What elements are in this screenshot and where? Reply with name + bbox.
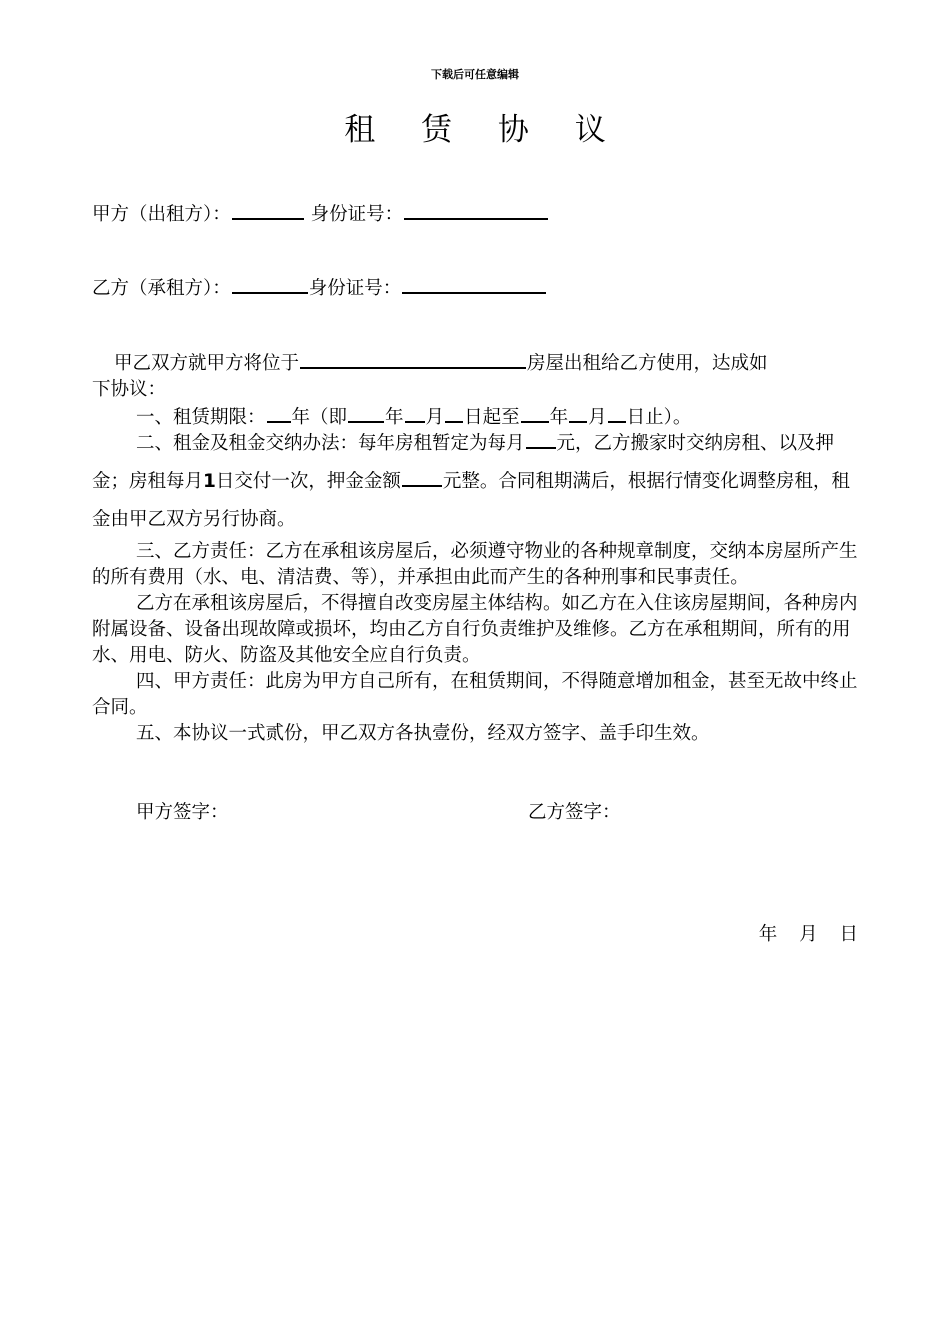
party-a-name-blank[interactable] [232, 200, 304, 220]
start-year-blank[interactable] [348, 403, 384, 423]
clause1-text: 年 [385, 407, 404, 428]
party-b-id-label: 身份证号： [308, 278, 402, 299]
party-a-id-label: 身份证号： [310, 204, 404, 225]
intro-paragraph [92, 349, 860, 403]
party-a-id-blank[interactable] [404, 200, 548, 220]
clause2-text: 根据行情变化调整房租，租金由甲乙双方另行协商。 [92, 471, 850, 530]
clause-2 [92, 425, 860, 539]
party-b-id-blank[interactable] [402, 274, 546, 294]
start-day-blank[interactable] [445, 403, 463, 423]
contract-body [92, 349, 860, 747]
start-month-blank[interactable] [405, 403, 425, 423]
page-title: 租 赁 协 议 [344, 112, 624, 148]
clause-3b: 乙方在承租该房屋后，不得擅自改变房屋主体结构。如乙方在入住该房屋期间，各种房内附属设备、设备出现故障或损坏，均由乙方自行负责维护及维修。乙方在承租期间，所有的用水、用电、防火、防盗及其他安全应自行负责。 [92, 593, 858, 666]
monthly-rent-blank[interactable] [526, 429, 556, 449]
clause-4: 四、甲方责任：此房为甲方自己所有，在租赁期间，不得随意增加租金，甚至无故中终止合同。 [92, 671, 858, 718]
clause1-text: 月 [588, 407, 607, 428]
end-year-blank[interactable] [521, 403, 549, 423]
property-location-blank[interactable] [300, 349, 526, 369]
clause1-text: 年（即 [291, 407, 348, 428]
party-a-line [92, 200, 549, 228]
clause2-text: 元，乙方搬家时交纳房 [556, 433, 742, 454]
intro-text-b: 房屋出租给乙方使用，达成如 [527, 353, 768, 374]
party-a-signature-label: 甲方签字： [136, 802, 229, 823]
clause1-text: 年 [549, 407, 569, 428]
clause2-text: 租、以及押金；房租每月 [92, 433, 835, 492]
clause1-text: 日止）。 [626, 407, 692, 428]
intro-text-a: 甲乙双方就甲方将位于 [114, 353, 300, 374]
deposit-blank[interactable] [402, 467, 442, 487]
clause2-text: 元整。合同租期满后， [442, 471, 628, 492]
clause1-text: 日起至 [464, 407, 520, 428]
party-b-line [92, 274, 547, 302]
party-b-label: 乙方（承租方）： [92, 278, 231, 299]
clause1-text: 月 [425, 407, 445, 428]
sign-date: 年 月 日 [758, 924, 858, 945]
clause2-text: 二、租金及租金交纳办法：每年房租暂定为每月 [136, 433, 525, 454]
clause2-text: 日交付一次，押金金额 [215, 471, 401, 492]
end-day-blank[interactable] [608, 403, 626, 423]
clause-5: 五、本协议一式贰份，甲乙双方各执壹份，经双方签字、盖手印生效。 [136, 723, 710, 744]
party-b-name-blank[interactable] [232, 274, 308, 294]
clause1-text: 一、租赁期限： [136, 407, 266, 428]
intro-text-c: 下协议： [92, 379, 167, 400]
clause-3: 三、乙方责任：乙方在承租该房屋后，必须遵守物业的各种规章制度，交纳本房屋所产生的所有费用（水、电、清洁费、等），并承担由此而产生的各种刑事和民事责任。 [92, 541, 858, 588]
party-a-label: 甲方（出租方）： [92, 204, 231, 225]
party-b-signature-label: 乙方签字： [528, 802, 621, 823]
end-month-blank[interactable] [569, 403, 587, 423]
payment-day: 1 [203, 471, 216, 492]
term-years-blank[interactable] [267, 403, 291, 423]
header-note: 下载后可任意编辑 [431, 68, 519, 81]
